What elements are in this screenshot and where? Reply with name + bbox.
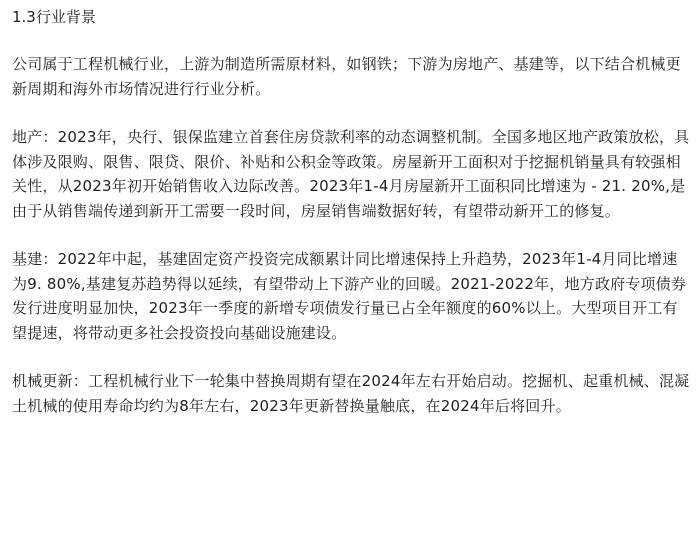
spacer	[12, 28, 690, 52]
section-heading: 1.3行业背景	[12, 8, 96, 26]
paragraph-real-estate: 地产：2023年，央行、银保监建立首套住房贷款利率的动态调整机制。全国多地区地产政策放松，具体涉及限购、限售、限贷、限价、补贴和公积金等政策。房屋新开工面积对于挖掘机销量具有较强相关性，从2023年初开始销售收入边际改善。2023年1-4月房屋新开工面积同比增速为 - 21. 20%,是由于从销售端传递到新开工需要一段时间，房屋销售端数据好转，有望带动新开工的修复。	[12, 128, 690, 220]
paragraph-overview: 公司属于工程机械行业，上游为制造所需原材料，如钢铁；下游为房地产、基建等，以下结合机械更新周期和海外市场情况进行行业分析。	[12, 55, 681, 98]
spacer	[12, 345, 690, 369]
paragraph-machinery-renewal: 机械更新：工程机械行业下一轮集中替换周期有望在2024年左右开始启动。挖掘机、起重机械、混凝土机械的使用寿命均约为8年左右，2023年更新替换量触底，在2024年后将回升。	[12, 372, 690, 415]
spacer	[12, 101, 690, 125]
spacer	[12, 223, 690, 247]
paragraph-infrastructure: 基建：2022年中起，基建固定资产投资完成额累计同比增速保持上升趋势，2023年1-4月同比增速为9. 80%,基建复苏趋势得以延续，有望带动上下游产业的回暖。2021-2022年，地方政府专项债券发行进度明显加快，2023年一季度的新增专项债发行量已占全年额度的60%以上。大型项目开工有望提速，将带动更多社会投资投向基础设施建设。	[12, 250, 687, 342]
